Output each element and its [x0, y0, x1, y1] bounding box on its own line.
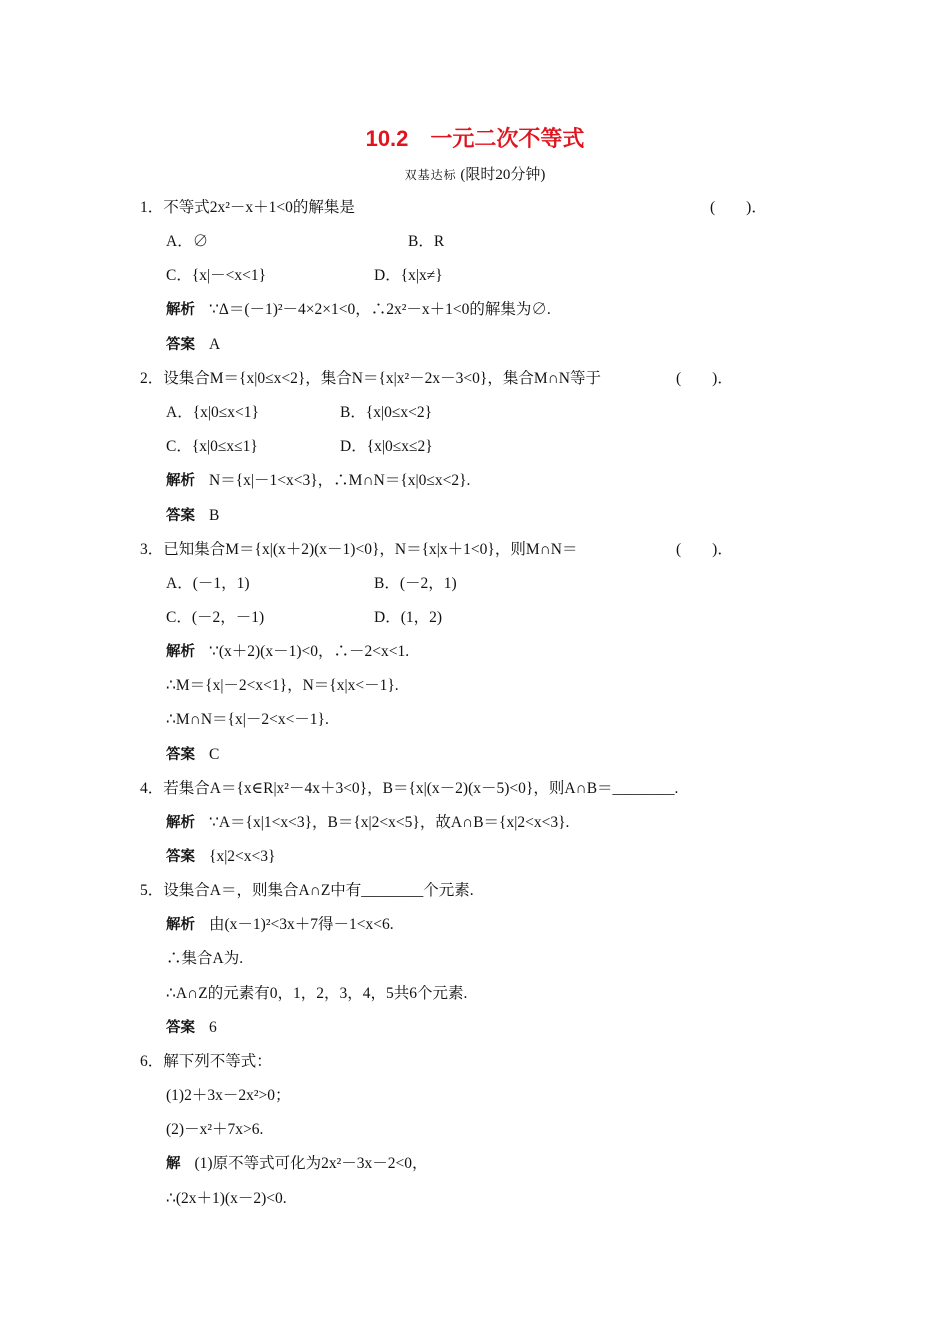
q3-option-d: D．(1，2) — [374, 609, 443, 626]
q3-option-b: B．(－2，1) — [374, 575, 457, 592]
analysis-label: 解析 — [166, 644, 195, 660]
q2-bracket: ( )． — [676, 370, 733, 387]
q3-analysis-line3: ∴M∩N＝{x|－2<x<－1}. — [166, 711, 329, 728]
answer-label: 答案 — [166, 1020, 195, 1036]
q5-answer — [166, 1017, 217, 1039]
q4-analysis — [166, 812, 569, 834]
answer-label: 答案 — [166, 508, 195, 524]
q3-stem: 3．已知集合M＝{x|(x＋2)(x－1)<0}，N＝{x|x＋1<0}，则M∩N＝ — [140, 541, 578, 558]
q6-solution — [166, 1153, 427, 1175]
q2-answer — [166, 505, 219, 527]
q1-analysis — [166, 299, 551, 321]
q2-option-b: B．{x|0≤x<2} — [340, 404, 433, 421]
q1-stem: 1．不等式2x²－x＋1<0的解集是 — [140, 199, 355, 216]
analysis-label: 解析 — [166, 815, 195, 831]
q2-option-c: C．{x|0≤x≤1} — [166, 438, 258, 455]
q1-option-b: B．R — [408, 233, 445, 250]
q5-analysis — [166, 914, 394, 936]
subtitle — [0, 163, 950, 184]
solution-label: 解 — [166, 1156, 181, 1172]
q6-part2: (2)－x²＋7x>6. — [166, 1121, 264, 1138]
subtitle-time-limit: (限时20分钟) — [456, 167, 546, 183]
analysis-label: 解析 — [166, 917, 195, 933]
q3-answer-text: C — [209, 746, 220, 763]
q1-bracket: ( )． — [710, 199, 767, 216]
q3-option-a: A．(－1，1) — [166, 575, 250, 592]
q2-stem: 2．设集合M＝{x|0≤x<2}，集合N＝{x|x²－2x－3<0}，集合M∩N等于 — [140, 370, 601, 387]
q6-solution-line2: ∴(2x＋1)(x－2)<0. — [166, 1190, 287, 1207]
q5-analysis-text: 由(x－1)²<3x＋7得－1<x<6. — [209, 916, 394, 933]
q5-analysis-line2: ∴集合A为. — [166, 950, 244, 967]
answer-label: 答案 — [166, 747, 195, 763]
q2-answer-text: B — [209, 507, 220, 524]
q1-answer — [166, 334, 220, 356]
q2-option-a: A．{x|0≤x<1} — [166, 404, 259, 421]
subtitle-emphasis: 双基达标 — [404, 168, 457, 182]
q4-answer-text: {x|2<x<3} — [209, 848, 276, 865]
q4-stem: 4．若集合A＝{x∈R|x²－4x＋3<0}，B＝{x|(x－2)(x－5)<0}，则A∩B＝________. — [140, 780, 679, 797]
section-title: 10.2 一元二次不等式 — [365, 126, 585, 151]
q1-option-c: C．{x|－<x<1} — [166, 267, 267, 284]
q4-analysis-text: ∵A＝{x|1<x<3}，B＝{x|2<x<5}，故A∩B＝{x|2<x<3}. — [209, 814, 570, 831]
q5-stem: 5．设集合A＝，则集合A∩Z中有________个元素. — [140, 882, 474, 899]
answer-label: 答案 — [166, 337, 195, 353]
q6-part1: (1)2＋3x－2x²>0； — [166, 1087, 291, 1104]
q3-analysis-text: ∵(x＋2)(x－1)<0，∴－2<x<1. — [209, 643, 410, 660]
q5-answer-text: 6 — [209, 1019, 217, 1036]
q2-analysis-text: N＝{x|－1<x<3}，∴M∩N＝{x|0≤x<2}. — [209, 472, 471, 489]
q3-option-c: C．(－2，－1) — [166, 609, 265, 626]
q1-option-a: A．∅ — [166, 233, 209, 250]
q2-analysis — [166, 470, 470, 492]
q4-answer — [166, 846, 275, 868]
q3-bracket: ( )． — [676, 541, 733, 558]
q2-option-d: D．{x|0≤x≤2} — [340, 438, 433, 455]
q5-analysis-line3: ∴A∩Z的元素有0，1，2，3，4，5共6个元素. — [166, 985, 468, 1002]
q1-analysis-text: ∵Δ＝(－1)²－4×2×1<0，∴2x²－x＋1<0的解集为∅. — [209, 301, 551, 318]
answer-label: 答案 — [166, 849, 195, 865]
q6-solution-text: (1)原不等式可化为2x²－3x－2<0， — [194, 1155, 428, 1172]
q6-stem: 6．解下列不等式： — [140, 1053, 272, 1070]
analysis-label: 解析 — [166, 473, 195, 489]
q1-option-d: D．{x|x≠} — [374, 267, 443, 284]
q3-answer — [166, 744, 219, 766]
q3-analysis — [166, 641, 409, 663]
q1-answer-text: A — [209, 336, 221, 353]
q3-analysis-line2: ∴M＝{x|－2<x<1}，N＝{x|x<－1}. — [166, 677, 399, 694]
analysis-label: 解析 — [166, 302, 195, 318]
